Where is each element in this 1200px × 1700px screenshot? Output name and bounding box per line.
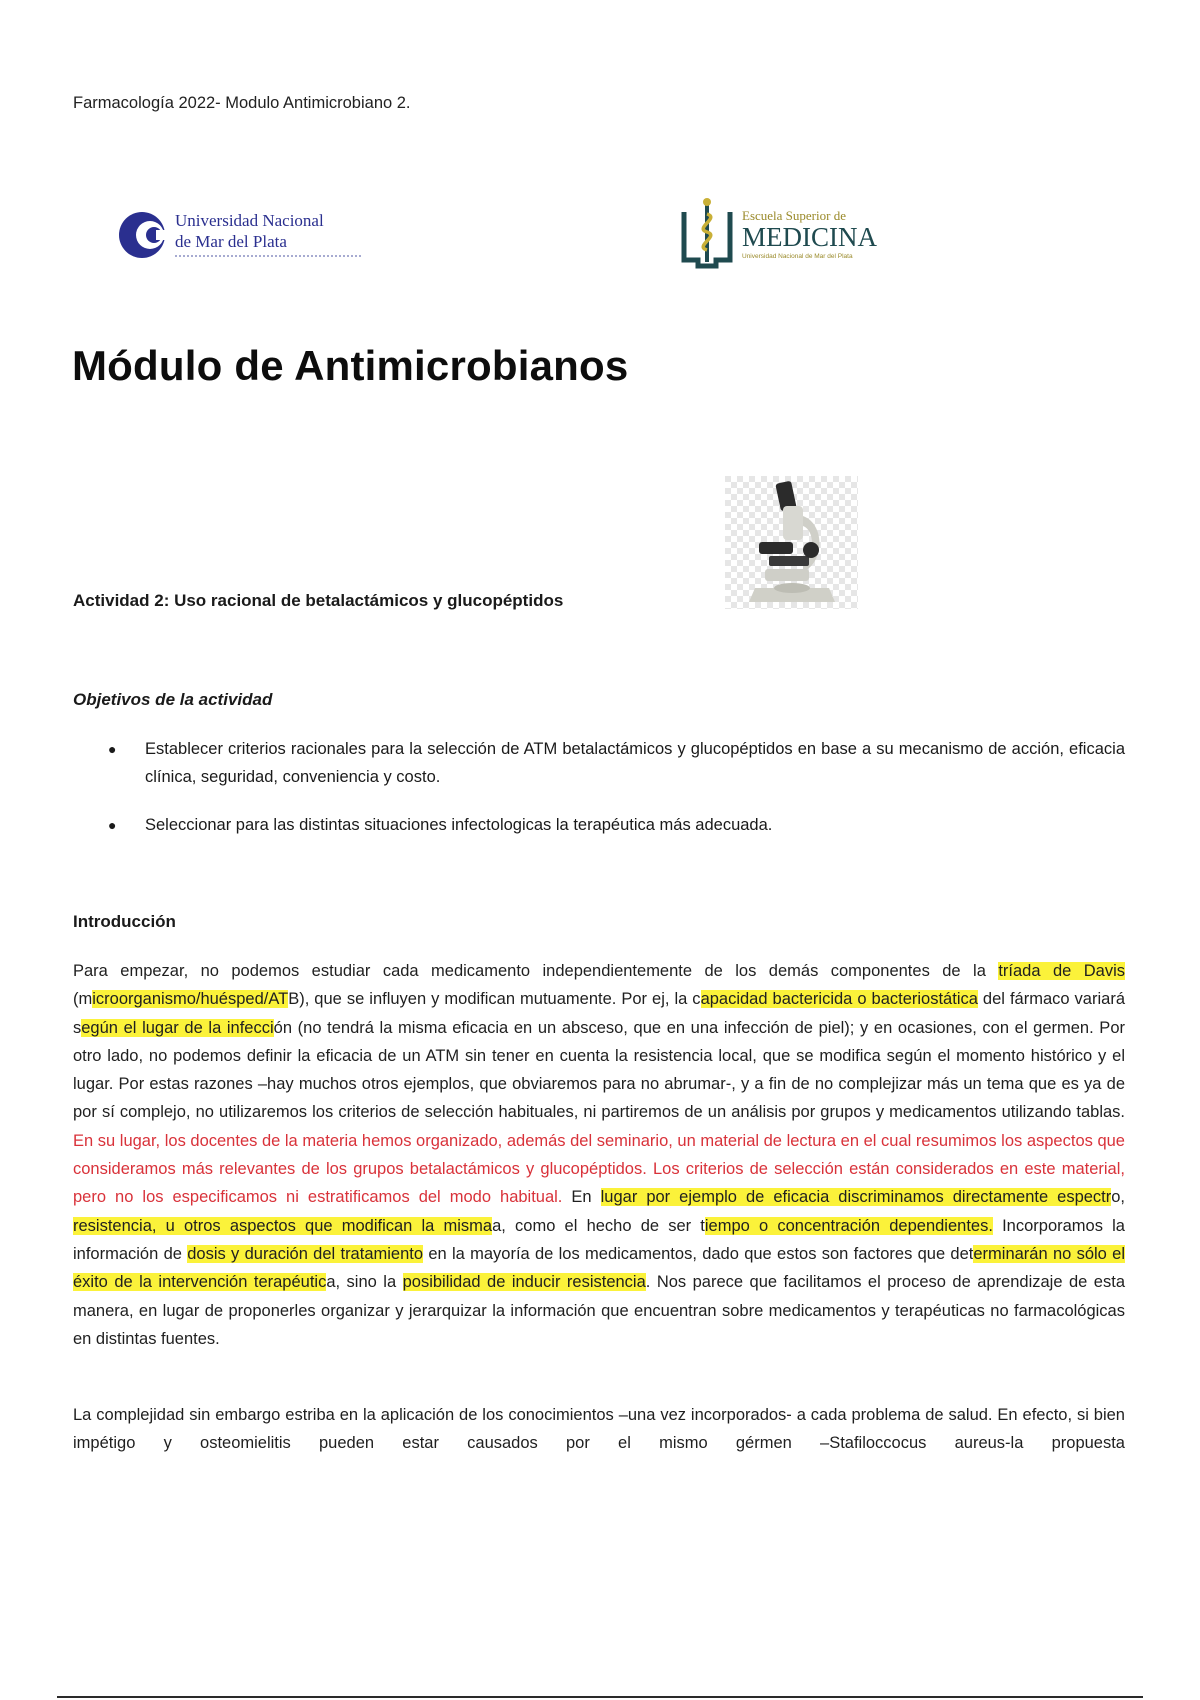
- highlighted-text: egún el lugar de la infecci: [81, 1018, 274, 1037]
- text-run: B), que se influyen y modifican mutuamente. Por ej, la c: [288, 990, 701, 1009]
- objectives-heading: Objetivos de la actividad: [73, 690, 273, 709]
- unmdp-logo: [118, 206, 378, 266]
- red-text: En su lugar, los docentes de la materia hemos organizado, además del seminario, un material de lectura en el cual resumimos los aspectos que consideramos más relevantes de los grupos betalactámicos y glucopéptidos. Los criterios de selección están considerados en este material, pero no los especificamos ni estratificamos del modo habitual.: [73, 1131, 1125, 1207]
- unmdp-emblem-icon: [119, 212, 170, 258]
- microscope-icon: [725, 476, 858, 609]
- introduction-heading: Introducción: [73, 912, 176, 931]
- medicina-logo-sub: Universidad Nacional de Mar del Plata: [742, 253, 853, 260]
- text-run: (m: [73, 990, 93, 1009]
- highlighted-text: dosis y duración del tratamiento: [187, 1244, 424, 1263]
- activity-title: Actividad 2: Uso racional de betalactámicos y glucopéptidos: [73, 591, 564, 610]
- bullet-icon: ●: [108, 817, 117, 833]
- medicina-logo-small: Escuela Superior de: [742, 208, 846, 223]
- text-run: a, como el hecho de ser t: [492, 1216, 705, 1235]
- highlighted-text: tríada de Davis: [998, 962, 1125, 980]
- page-bottom-rule: [57, 1696, 1143, 1698]
- introduction-paragraph-2: La complejidad sin embargo estriba en la aplicación de los conocimientos –una vez incorporados- a cada problema de salud. En efecto, si bien impétigo y osteomielitis pueden estar causados por el mismo gérmen –Stafiloccocus aureus-la propuesta: [73, 1406, 1125, 1453]
- unmdp-logo-line2: de Mar del Plata: [175, 232, 287, 251]
- bullet-icon: ●: [108, 741, 117, 757]
- text-run: Incorporamos la información de: [73, 1216, 1125, 1263]
- introduction-paragraph-1: [73, 957, 1125, 1353]
- unmdp-logo-line1: Universidad Nacional: [175, 211, 324, 230]
- text-run: o,: [1111, 1188, 1126, 1207]
- highlighted-text: posibilidad de inducir resistencia: [402, 1273, 646, 1292]
- text-run: en la mayoría de los medicamentos, dado que estos son factores que det: [423, 1244, 974, 1263]
- highlighted-text: apacidad bactericida o bacteriostática: [700, 990, 978, 1009]
- text-run: ón (no tendrá la misma eficacia en un absceso, que en una infección de piel); y en ocasiones, con el germen. Por otro lado, no podemos definir la eficacia de un ATM sin tener en cuenta la resistencia local, que se modifica según el momento histórico y el lugar. Por estas razones –hay muchos otros ejemplos, que obviaremos para no abrumar-, y a fin de no complejizar más un tema que es ya de por sí complejo, no utilizaremos los criterios de selección habituales, ni partiremos de un análisis por grupos y medicamentos utilizando tablas.: [73, 1018, 1125, 1122]
- medicina-logo: [678, 194, 908, 274]
- highlighted-text: icroorganismo/huésped/AT: [92, 990, 289, 1009]
- highlighted-text: resistencia, u otros aspectos que modifican la misma: [73, 1216, 493, 1235]
- objective-text: Establecer criterios racionales para la selección de ATM betalactámicos y glucopéptidos en base a su mecanismo de acción, eficacia clínica, seguridad, conveniencia y costo.: [145, 740, 1125, 786]
- highlighted-text: iempo o concentración dependientes.: [704, 1216, 993, 1235]
- highlighted-text: lugar por ejemplo de eficacia discriminamos directamente espectr: [600, 1188, 1112, 1207]
- medicina-logo-big: MEDICINA: [742, 222, 877, 252]
- page-title: Módulo de Antimicrobianos: [72, 342, 629, 389]
- list-item: [73, 735, 1125, 791]
- text-run: En: [562, 1188, 601, 1207]
- aesculapius-staff-icon: [684, 198, 730, 266]
- highlighted-text: erminarán no sólo el éxito de la intervención terapéutic: [73, 1244, 1125, 1292]
- objectives-list: [73, 735, 1125, 859]
- text-run: . Nos parece que facilitamos el proceso de aprendizaje de esta manera, en lugar de proponerles organizar y jerarquizar la información que encuentran sobre medicamentos y terapéuticas no farmacológicas en distintas fuentes.: [73, 1273, 1125, 1348]
- list-item: [73, 811, 1125, 839]
- text-run: a, sino la: [326, 1273, 403, 1292]
- course-header-note: Farmacología 2022- Modulo Antimicrobiano 2.: [73, 94, 411, 112]
- text-run: Para empezar, no podemos estudiar cada medicamento independientemente de los demás componentes de la: [73, 962, 999, 980]
- objective-text: Seleccionar para las distintas situaciones infectologicas la terapéutica más adecuada.: [145, 816, 773, 834]
- text-run: del fármaco variará s: [73, 990, 1125, 1037]
